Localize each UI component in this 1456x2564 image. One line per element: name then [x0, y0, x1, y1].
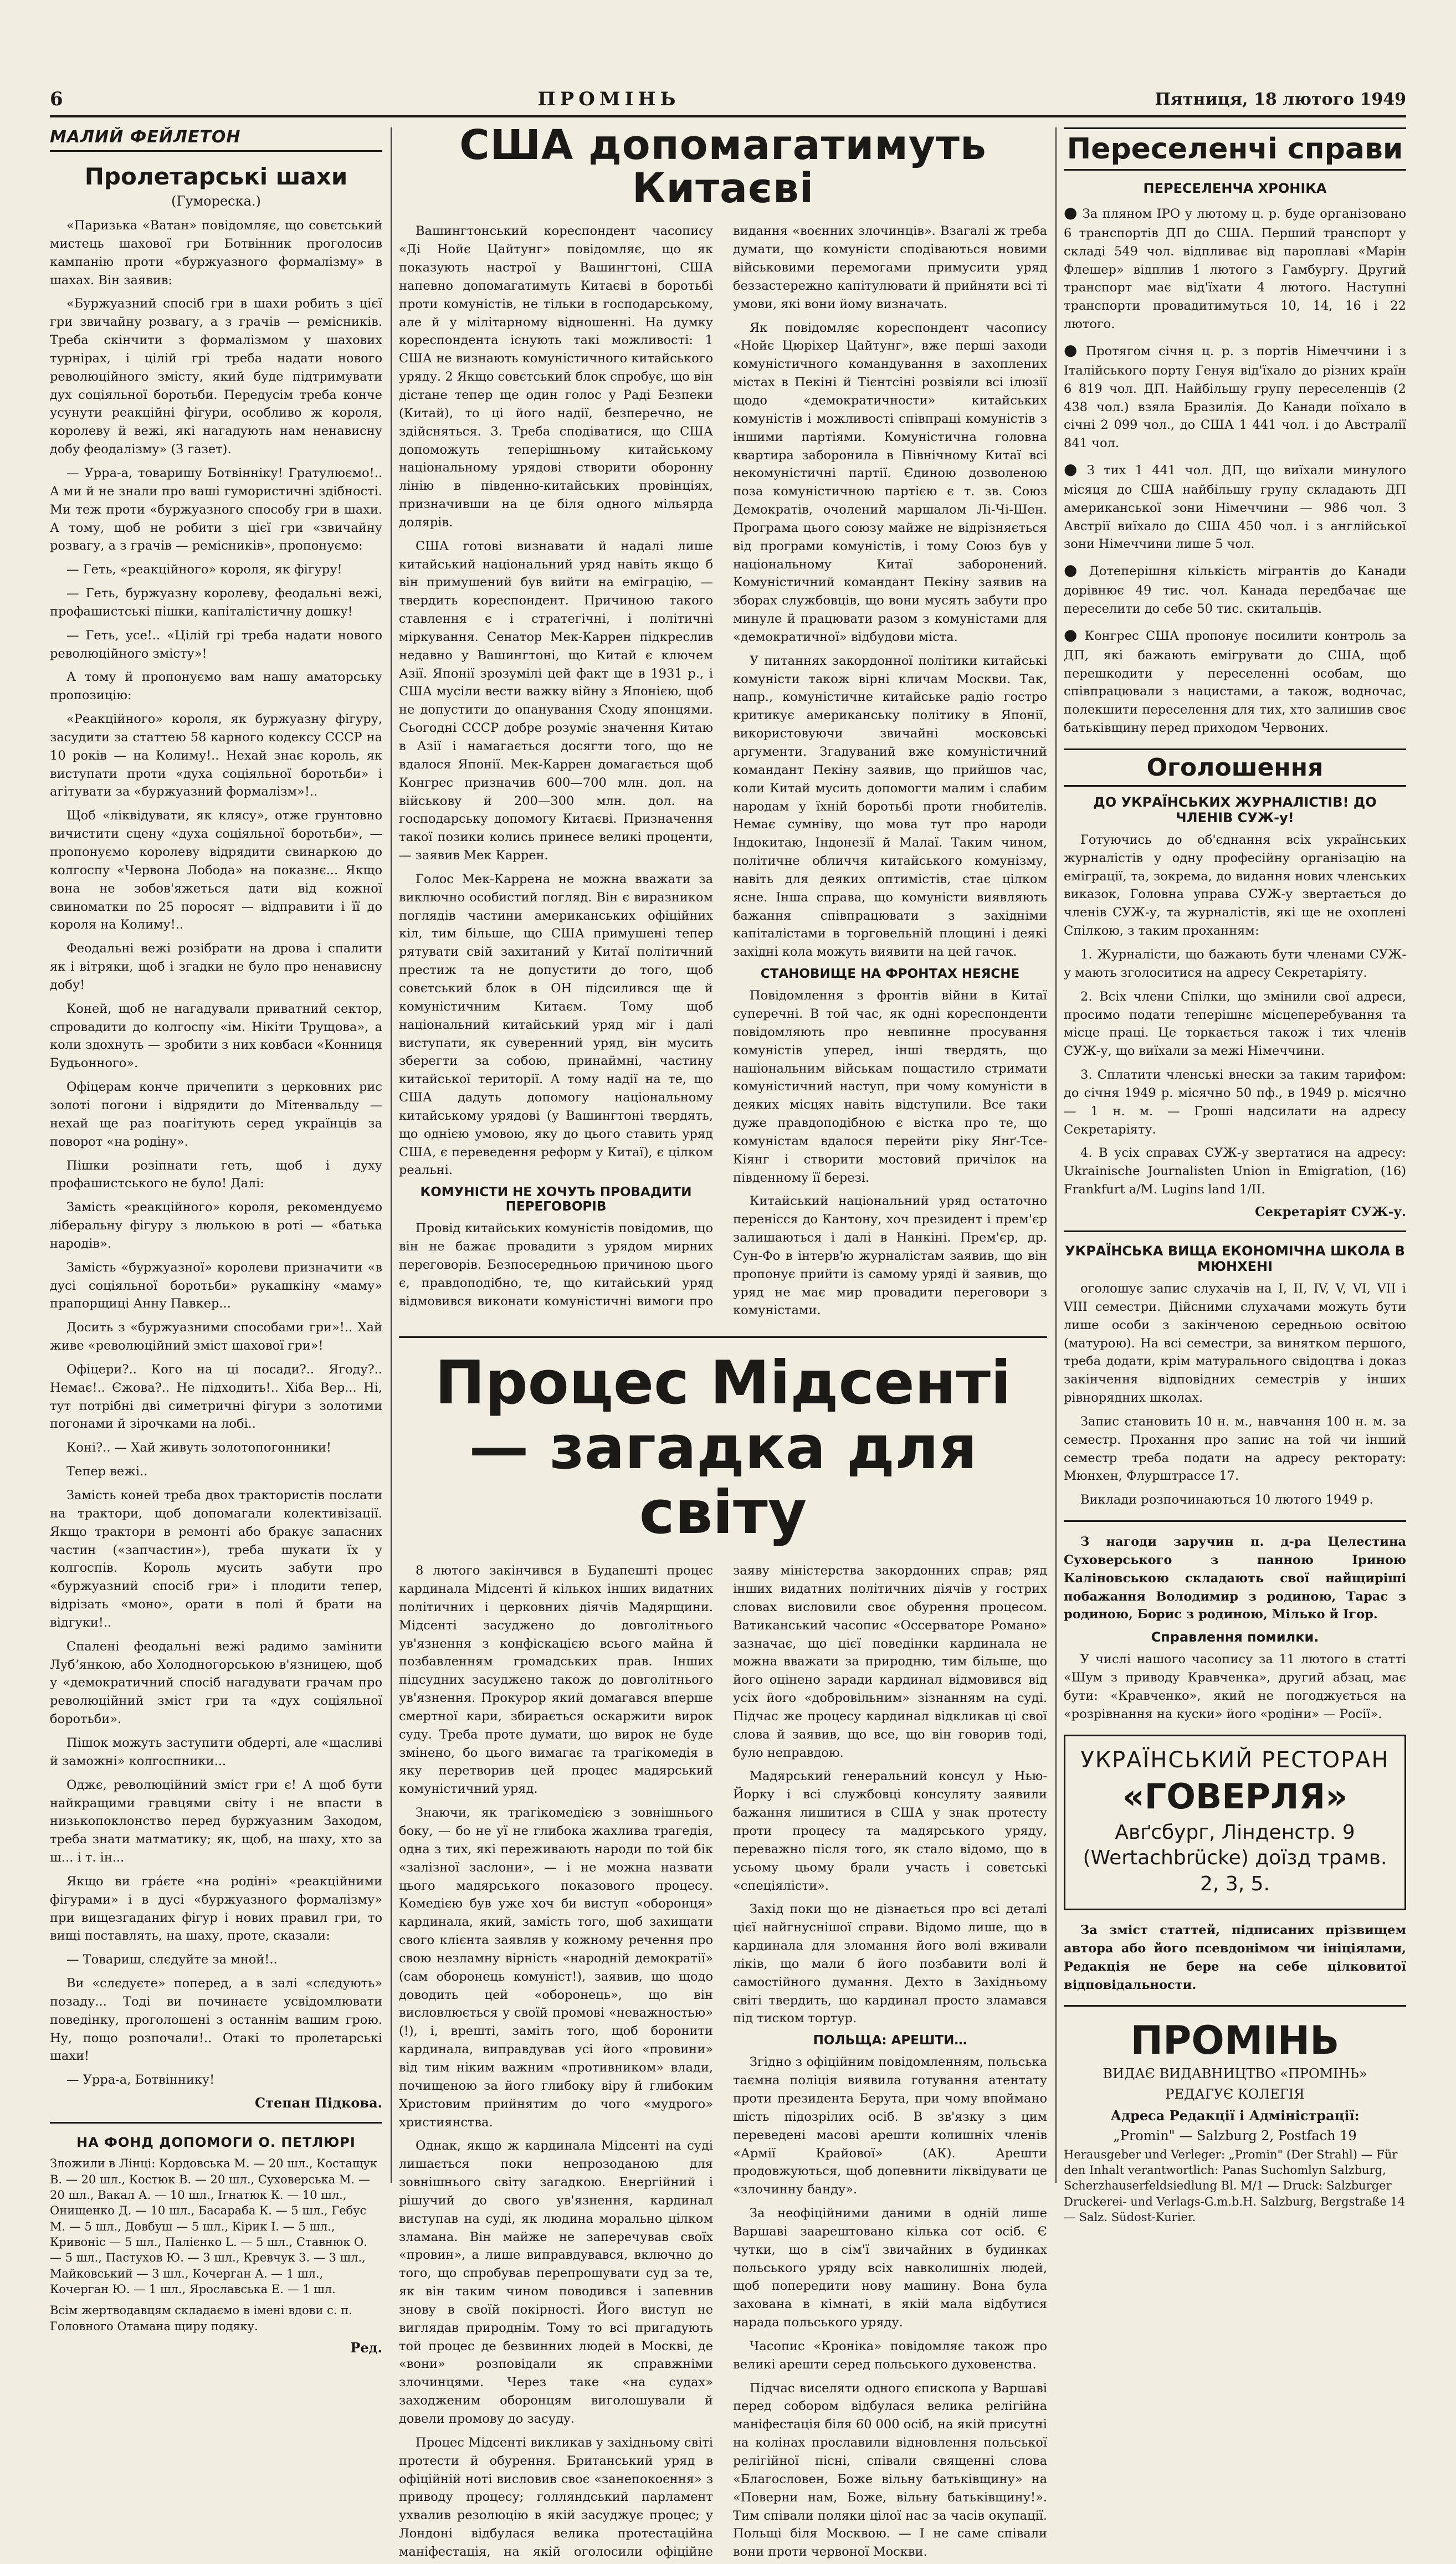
page-number: 6 [50, 88, 63, 110]
paragraph [399, 1562, 713, 1798]
paragraph-text: Голос Мек-Каррена не можна вважати за виключно особистий погляд. Він є виразником поглядів частини американських офіційних кіл, тим більше, що США примушені тепер рятувати свій захитаний у Китаї політичний престиж та не допустити до того, щоб совєтський блок в ОН підсилився ще й комуністичним Китаєм. Тому щоб національний китайський уряд міг і далі виступати, як суверенний уряд, він мусить зберегти за собою, принаймні, частину китайської території. А тому надії на те, що США дадуть допомогу національному китайському урядові (у Вашингтоні твердять, що однією умовою, яку до цього ставить уряд США, є переведення реформ у Китаї), є цілком реальні. [399, 871, 713, 1178]
paragraph [50, 807, 382, 934]
journalists-title: ДО УКРАЇНСЬКИХ ЖУРНАЛІСТІВ! ДО ЧЛЕНІВ СУЖ-у! [1093, 794, 1377, 825]
paragraph-text: Пішок можуть заступити обдерті, але «щасливі й заможні» колгоспники... [50, 1735, 382, 1768]
paragraph [50, 2071, 382, 2089]
paragraph-text: Коні?.. — Хай живуть золотопогонники! [66, 1440, 331, 1455]
chronicle-item [1064, 559, 1406, 618]
paragraph [50, 464, 382, 555]
publisher-line: Адреса Редакції і Адміністрації: [1110, 2107, 1360, 2124]
paragraph-text: — Геть, усе!.. «Цілій грі треба надати нового революційного змісту»! [50, 628, 382, 661]
correction-text: У числі нашого часопису за 11 лютого в статті «Шум з приводу Кравченка», другий абзац, має бути: «Кравченко», який не погоджується на «розрівнання на куски» його «родіни» — Росії». [1064, 1652, 1406, 1721]
paragraph-text: Тепер вежі.. [66, 1464, 148, 1479]
chronicle-item [1064, 458, 1406, 553]
paragraph-text: Однак, якщо ж кардинала Мідсенті на суді лишається поки непрозоданою для зовнішнього світу загадкою. Енергійний і рішучий до свого ув'язнення, кардинал виступав на суді, як людина морально цілком зламана. Він майже не заперечував своїх «провин», а лише виправдувався, включно до того, що спробував перепрошувати суд за те, як він таким чином поводився і запевнив знову в своїй покірності. Його виступ не виглядав природнім. Тому то всі пригадують той процес де безвинних людей в Москві, де «вони» розповідали як справжніми злочинцями. Через таке «на судах» заходженим оборонцям виголошували й довели промову до засуду. [399, 2139, 713, 2426]
paragraph-text: Повідомлення з фронтів війни в Китаї суперечні. В той час, як одні кореспонденти повідомляють про невпинне просування комуністів уперед, інші твердять, що національним військам пощастило стримати комуністичний наступ, при чому комуністи в деяких місцях навіть відступили. Все таки дуже правдоподібною є вістка про те, що комуністам вдалося перейти ріку Янґ-Тсе-Кіянг і створити мостовий причілок на південному її березі. [733, 988, 1047, 1185]
paragraph-text: Конгрес США пропонує посилити контроль за ДП, які бажають емігрувати до США, щоб перешкодити у переселенні особам, що співпрацювали з нацистами, а також, водночас, полекшити переселення для тих, хто залишив своє батьківщину перед приходом Червоних. [1064, 628, 1407, 736]
paragraph-text: Офіцерам конче причепити з церковних рис золоті погони і відрядити до Мітенвальду — нехай ще раз поагітують серед українців за поворот «на родіну». [50, 1080, 382, 1149]
publisher-imprint: Herausgeber und Verleger: „Promin" (Der Strahl) — Für den Inhalt verantwortlich: Panas Suchomlyn Salzburg, Scherzhauserfeldsiedlung Bl. M/1 — Druck: Salzburger Druckerei- und Verlags-G.m.b.H. Salzburg, Bergstraße 14 — Salz. Südost-Kurier. [1064, 2147, 1406, 2224]
publisher-line: РЕДАГУЄ КОЛЕГІЯ [1165, 2086, 1305, 2103]
paragraph [50, 1259, 382, 1314]
feuilleton-column [50, 127, 382, 2356]
paragraph [50, 1000, 382, 1073]
paragraph-text: 2. Всіх члени Спілки, що змінили свої адреси, просимо подати теперішнє місцеперебування та місце праці. Це торкається також і тих членів СУЖ-у, що виїхали за межі Німеччини. [1064, 989, 1406, 1059]
paragraph-text: Пішки розіпнати геть, щоб і духу профашистського не було! Далі: [50, 1158, 382, 1191]
divider [1064, 1520, 1406, 1522]
paragraph [50, 627, 382, 663]
migration-headline: Переселенчі справи [1064, 127, 1406, 171]
journalists-body [1064, 831, 1406, 1199]
divider [1064, 1230, 1406, 1232]
paragraph [1064, 1491, 1406, 1509]
paragraph [733, 319, 1047, 647]
bullet-icon: ● [1064, 340, 1081, 359]
paragraph [50, 1198, 382, 1253]
paragraph [50, 1734, 382, 1771]
paragraph-text: Мадярський генеральний консул у Нью-Йорку і всі службовці консуляту заявили бажання лишитися в США у знак протесту проти процесу та мадярського уряду, переважно після того, як стало відомо, що в усьому цьому брали участь і совєтські «спеціялісти». [733, 1769, 1047, 1893]
fund-title: НА ФОНД ДОПОМОГИ О. ПЕТЛЮРІ [76, 2135, 356, 2151]
paragraph-text: Дотеперішня кількість мігрантів до Канади дорівнює 49 тис. чол. Канада передбачає ще переселити до себе 50 тис. скитальців. [1064, 564, 1406, 616]
bullet-icon: ● [1064, 203, 1078, 222]
restaurant-name: «ГОВЕРЛЯ» [1122, 1776, 1348, 1817]
paragraph-text: США готові визнавати й надалі лише китайський національний уряд навіть якщо б він примушений був вийти на еміграцію, — твердить кореспондент. Причиною такого ставлення є і стратегічні, і політичні міркування. Сенатор Мек-Каррен підкреслив недавно у Вашингтоні, що Китай є ключем Азії. Японії зрозумілі цей факт ще в 1931 р., і США мусіли вести важку війну з Японією, щоб не допустити до опанування Сходу японцями. Сьогодні СССР добре розуміє значення Китаю в Азії і намагається досягти того, що не вдалося Японії. Мек-Каррен домагається щоб Конгрес призначив 600—700 млн. дол. на військову й 200—300 млн. дол. на господарську допомогу Китаєві. Призначення такої позики колись принесе великі проценти, — заявив Мек Каррен. [399, 539, 713, 863]
ads-headline: Оголошення [1064, 748, 1406, 787]
paragraph-text: Вашингтонський кореспондент часопису «Ді Нойє Цайтунг» повідомляє, що як показують настрої у Вашингтоні, США напевно допомагатимуть Китаєві в боротьбі проти комуністів, не тільки в господарському, але й у мілітарному відношенні. На думку кореспондента існують такі можливості: 1 США не визнають комуністичного китайського уряду. 2 Якщо совєтський блок спробує, що він дістане тепер ще один голос у Раді Безпеки (Китай), то ці його надії, безперечно, не здійсняться. 3. Треба сподіватися, що США допоможуть теперішньому китайському національному урядові створити оборонну лінію в південно-китайських провінціях, призначивши на це біля одного мільярда долярів. [399, 224, 713, 530]
paragraph-text: Підчас виселяти одного єпископа у Варшаві перед собором відбулася велика релігійна маніфестація біля 60 000 осіб, на якій присутні на колінах прославили відновлення польської релігійної пісні, співали священні слова «Благословен, Боже вільну батьківщину» на «Поверни нам, Боже, вільну батьківщину!». Тим співали поляки цілої нас за часів окупації. Польщі біля Москвою. — І не саме співали вони проти червоної Москви. [733, 2381, 1048, 2560]
column-rule [391, 127, 392, 2183]
paragraph-text: Китайський національний уряд остаточно перенісся до Кантону, хоч президент і прем'єр залишаються і далі в Нанкіні. Прем'єр, др. Сун-Фо в інтерв'ю журналістам заявив, що він пропонує прийти із самому уряді й заявив, що уряд не має мир провадити переговори з комуністами. [733, 1194, 1047, 1318]
article-subtitle: (Гумореска.) [171, 193, 261, 209]
paragraph-text: — Урра-а, Ботвіннику! [66, 2073, 215, 2088]
author-signature: Степан Підкова. [255, 2095, 382, 2111]
paragraph-text: А тому й пропонуємо вам нашу аматорську пропозицію: [50, 670, 382, 703]
section-heading: КОМУНІСТИ НЕ ХОЧУТЬ ПРОВАДИТИ ПЕРЕГОВОРІВ [420, 1185, 692, 1214]
right-column [1064, 127, 1407, 2224]
paragraph-text: оголошує запис слухачів на I, II, IV, V, VI, VII і VIII семестри. Дійсними слухачами можуть бути лише особи з закінченою середньою освітою (матурою). На всі семестри, за винятком першого, треба додати, крім матурального свідоцтва і доказ закінчення відповідних семестрів у інших рівнорядних школах. [1064, 1281, 1406, 1406]
paragraph [50, 295, 382, 459]
paragraph [733, 652, 1047, 961]
correction-title: Справлення помилки. [1151, 1629, 1319, 1645]
paragraph [399, 537, 713, 865]
paragraph-text: Оджє, революційний зміст гри є! А щоб бути найкращими гравцями світу і не впасти в низькопоклонство перед буржуазним Заходом, треба знати матматику; як, щоб, на шаху, хто за ш... і т. ін... [50, 1777, 382, 1865]
paragraph-text: Спалені феодальні вежі радимо замінити Лубʼянкою, або Холодногорською в'язницею, щоб у «демократичний спосіб нагадувати грачам про революційний зміст гри та «дух соціяльної боротьби». [50, 1639, 382, 1727]
issue-date: Пятниця, 18 лютого 1949 [1155, 89, 1406, 109]
paragraph-text: У питаннях закордонної політики китайські комуністи також вірні кличам Москви. Так, напр., комуністичне китайське радіо гостро критикує американську політику в Японії, використовуючи звичайні московські аргументи. Згадуваний вже комуністичний командант Пекіну заявив, що прийшов час, коли Китай мусить допомогти малим і слабим народам у їхній боротьбі проти гнобителів. Немає сумніву, що мова тут про народи Індокитаю, Індонезії й Малаї. Таким чином, політичне обличчя китайського комунізму, навіть для деяких оптимістів, стає цілком ясне. Інша справа, що комуністи виявляють бажання співпрацювати з західніми капіталістами в торговельній площині і деякі західні кола можуть виявити на цей гачок. [733, 653, 1047, 960]
chronicle-item [1064, 339, 1406, 453]
paragraph [50, 584, 382, 621]
paragraph-text: 3. Сплатити членські внески за таким тарифом: до січня 1949 р. місячно 50 пф., в 1949 р. місячно — 1 н. м. — Гроші надсилати на адресу Секретаріяту. [1064, 1068, 1406, 1137]
disclaimer: За зміст статтей, підписаних прізвищем автора або його псевдонімом чи ініціялами, Редакція не бере на себе цілковитої відповідальности. [1064, 1923, 1406, 1992]
paragraph [50, 1951, 382, 1969]
china-article [399, 222, 1047, 1320]
restaurant-ad [1064, 1735, 1406, 1910]
paragraph-text: Коней, щоб не нагадували приватний сектор, спровадити до колгоспу «ім. Нікіти Трущова», а коли здохнуть — зробити з них ковбаси «Конниця Будьонного». [50, 1001, 382, 1071]
paragraph [733, 987, 1047, 1187]
paragraph [1064, 1066, 1406, 1139]
china-body [399, 222, 713, 1180]
paragraph-text: Замість «реакційного» короля, рекомендуємо ліберальну фігуру з люлькою в роті — «батька народів». [50, 1200, 382, 1251]
chronicle-item [1064, 202, 1406, 334]
paragraph-text: За пляном IPO у лютому ц. р. буде організовано 6 транспортів ДП до США. Перший транспорт у складі 549 чол. відпливає від пароплаві «Марін Флешер» відплив 1 лютого з Гамбургу. Другий транспорт має від'їхати 4 лютого. Наступні транспорти провадитимуться 10, 14, 16 і 22 лютого. [1064, 207, 1406, 332]
restaurant-address: Авґсбург, Лінденстр. 9 (Wertachbrücke) доїзд трамв. 2, 3, 5. [1083, 1821, 1387, 1896]
newspaper-name: ПРОМІНЬ [537, 88, 680, 110]
paragraph-text: Якщо ви гра́єте «на родіні» «реакційними фігурами» і в дусі «буржуазного формалізму» при вищезгаданих фігур і нових правил гри, то вищі поставлять, на шаху, проте, сказали: [50, 1874, 382, 1943]
fund-thanks: Всім жертводавцям складаємо в імені вдови с. п. Головного Отамана щиру подяку. [50, 2304, 352, 2333]
paragraph [50, 1463, 382, 1481]
paragraph [50, 710, 382, 801]
paragraph [50, 1486, 382, 1632]
paragraph [733, 1900, 1047, 2028]
paragraph-text: Захід поки що не дізнається про всі деталі цієї найгнуснішої справи. Відомо лише, що в кардинала для зломання його волі вживали ліків, що мали б його позбавити волі й самостійного думання. Дехто в Західньому світі твердить, що кардинал просто зламався під тиском тортур. [733, 1902, 1047, 2026]
publisher-line: ВИДАЄ ВИДАВНИЦТВО «ПРОМІНЬ» [1103, 2066, 1367, 2082]
paragraph [50, 1361, 382, 1433]
bullet-icon: ● [1064, 561, 1085, 580]
paragraph-text: Готуючись до об'єднання всіх українських журналістів у одну професійну організацію на еміграції, та, зокрема, до видання нових членських виказок, Головна управа СУЖ-у звертається до членів СУЖ-у, та журналістів, які ще не охоплені Спілкою, з таким проханням: [1064, 832, 1406, 939]
paragraph-text: 1. Журналісти, що бажають бути членами СУЖ-у мають зголоситися на адресу Секретаріяту. [1064, 947, 1406, 980]
paragraph [50, 1975, 382, 2065]
paragraph-text: Провід китайських комуністів повідомив, що він не бажає провадити з урядом мирних переговорів. Безпосередньою причиною цього є, правдоподібно, те, що китайський уряд відмовився виконати комуністичні вимоги про видання «воєнних злочинців». Взагалі ж треба думати, що комуністи сподіваються новими військовими перемогами примусити уряд беззастережно капітулювати й прийняти всі ті умови, які вони йому визначать. [399, 224, 1047, 1309]
paragraph [733, 2337, 1047, 2374]
journalists-signature: Секретаріят СУЖ-у. [1255, 1204, 1406, 1219]
paragraph-text: Офіцери?.. Кого на ці посади?.. Ягоду?.. Немає!.. Єжова?.. Не підходить!.. Хіба Вер... Ні, тут потрібні дві симетричні фігури з золотими погонами й зірочками на лобі.. [50, 1362, 382, 1432]
paragraph [733, 1767, 1047, 1895]
chronicle-title: ПЕРЕСЕЛЕНЧА ХРОНІКА [1143, 181, 1327, 196]
paragraph [50, 561, 382, 579]
poland-body [733, 2053, 1047, 2561]
midsenty-headline: Процес Мідсенті — загадка для світу [399, 1336, 1047, 1545]
paragraph [399, 2137, 713, 2428]
paragraph-text: З тих 1 441 чол. ДП, що виїхали минулого місяця до США найбільшу групу складають ДП американської зони Німеччини — 986 чол. З Австрії виїхало до США 450 чол. і з англійської зони Німеччини лише 5 чол. [1064, 463, 1406, 552]
paragraph [50, 940, 382, 994]
paragraph [50, 1638, 382, 1729]
article-body [50, 217, 382, 2089]
school-body [1064, 1280, 1406, 1509]
section-kicker: МАЛИЙ ФЕЙЛЕТОН [50, 127, 382, 152]
paragraph-text: «Буржуазний спосіб гри в шахи робить з цієї гри звичайну розвагу, а з грачів — ремісників. Треба скінчити з формалізмом у шахових турнірах, і цілій грі треба надати нового революційного змісту, який буде підтримувати дух соціяльної боротьби. Передусім треба конче усунути реакційні фігури, особливо ж короля, королеву й вежі, які нагадують нам ненависну добу феодалізму» (З газет). [50, 296, 382, 457]
paragraph-text: Замість «буржуазної» королеви призначити «в дусі соціяльної боротьби» рукашкіну «маму» прапорщиці Анну Павкер... [50, 1260, 382, 1311]
paragraph [399, 1804, 713, 2131]
paragraph [1064, 1280, 1406, 1407]
paragraph-text: «Паризька «Ватан» повідомляє, що совєтський мистець шахової гри Ботвінник проголосив кампанію проти «буржуазного формалізму» в шахах. Він заявив: [50, 218, 382, 288]
divider [50, 2122, 382, 2124]
paragraph [733, 2380, 1047, 2561]
paragraph [399, 222, 713, 531]
midsenty-article [399, 1562, 1047, 2564]
paragraph [50, 1873, 382, 1945]
bullet-icon: ● [1064, 460, 1083, 479]
main-headline: США допомагатимуть Китаєві [459, 121, 987, 212]
section-heading: СТАНОВИЩЕ НА ФРОНТАХ НЕЯСНЕ [760, 967, 1020, 982]
paragraph [50, 217, 382, 289]
paragraph-text: Виклади розпочинаються 10 лютого 1949 р. [1080, 1493, 1373, 1507]
paragraph [733, 2204, 1047, 2332]
paragraph-text: — Геть, «реакційного» короля, як фігуру! [66, 562, 342, 577]
restaurant-label: УКРАЇНСЬКИЙ РЕСТОРАН [1080, 1747, 1390, 1773]
paragraph-text: — Урра-а, товаришу Ботвінніку! Гратулюємо!.. А ми й не знали про ваші гумористичні здібності. Ми теж проти «буржуазного способу гри в шахи. А тому, щоб не робити з цієї гри «звичайну розвагу, а з грачів — ремісників», пропонуємо: [50, 465, 382, 553]
paragraph-text: Ви «слєдуєте» поперед, а в залі «слєдують» позаду... Тоді ви починаєте усвідомлювати поведінку, проголошені з останнім вашим грою. Ну, пощо розпочали!.. Отакі то пролетарські шахи! [50, 1976, 382, 2064]
paragraph [733, 2053, 1047, 2199]
paragraph [50, 1078, 382, 1151]
paragraph-text: — Товариш, слєдуйте за мной!.. [66, 1952, 278, 1967]
paragraph [1064, 988, 1406, 1060]
paragraph-text: — Геть, буржуазну королеву, феодальні вежі, профашистські пішки, капіталістичну дошку! [50, 586, 382, 619]
main-news-column [399, 121, 1048, 2560]
paragraph [50, 1157, 382, 1193]
paragraph [50, 668, 382, 705]
paragraph [733, 1192, 1047, 1320]
paragraph-text: Часопис «Кроніка» повідомляє також про великі арешти серед польського духовенства. [733, 2339, 1047, 2372]
fund-donors: Зложили в Лінці: Кордовська М. — 20 шл., Костащук В. — 20 шл., Костюк В. — 20 шл., Суховерська М. — 20 шл., Вакал А. — 10 шл., Ігнатюк К. — 10 шл., Онищенко Д. — 10 шл., Басараба К. — 5 шл., Гебус М. — 5 шл., Довбуш — 5 шл., Кірик I. — 5 шл., Кривоніс — 5 шл., Палієнко L. — 5 шл., Ставнюк О. — 5 шл., Пастухов Ю. — 3 шл., Кревчук 3. — 3 шл., Майковський — 3 шл., Кочерган А. — 1 шл., Кочерган Ю. — 1 шл., Ярославська Е. — 1 шл. [50, 2157, 377, 2296]
paragraph-text: Згідно з офіційним повідомленням, польська таємна поліція виявила готування атентату проти президента Берута, при чому впоймано шість підозрілих осіб. В зв'язку з цим переведені масові арешти колишніх членів «Армії Крайової» (АК). Арешти продовжуються, щоб допевнити ліквідувати це «злочинну банду». [733, 2055, 1047, 2197]
publisher-line: „Promin" — Salzburg 2, Postfach 19 [1113, 2127, 1357, 2143]
paragraph-text: Феодальні вежі розібрати на дрова і спалити як і вітряки, щоб і згадки не було про ненависну добу! [50, 941, 382, 992]
paragraph [50, 1319, 382, 1355]
paragraph [1064, 1413, 1406, 1485]
paragraph-text: Процес Мідсенті викликав у західньому світі протести й обурення. Британський уряд в офіційній ноті висловив своє «занепокоєння» з приводу процесу; голляндський парламент ухвалив резолюцію в якій засуджує процес; у Лондоні відбулася велика протестаційна маніфестація, на якій оголосили офіційне заяву міністерства закордонних справ; ряд інших видатних політичних діячів у гострих словах висловили своє обурення процесом. Ватиканський часопис «Оссерваторе Романо» зазначає, що цієї поведінки кардинала не можна вважати за природню, тим більше, що його оцінено заради кардинал відмовився від усіх його «добровільним» зізнанням на суді. Підчас же процесу кардинал відкликав ці свої слова й заявив, що все, що він говорив тоді, було неправдою. [399, 1563, 1047, 2559]
article-title: Пролетарські шахи [84, 163, 348, 190]
paragraph [1064, 831, 1406, 940]
paragraph-text: 4. В усіх справах СУЖ-у звертатися на адресу: Ukrainische Journalisten Union in Emigration, (16) Frankfurt a/M. Lugins land 1/II. [1064, 1146, 1406, 1197]
paragraph-text: Досить з «буржуазними способами гри»!.. Хай живе «революційний зміст шахової гри»! [50, 1320, 382, 1353]
column-rule [1055, 127, 1057, 2183]
wedding-notice: З нагоди заручин п. д-ра Целестина Суховерського з панною Іриною Каліновською складають свої найщиріші побажання Володимир з родиною, Тарас з родиною, Борис з родиною, Мілько й Ігор. [1064, 1535, 1406, 1622]
masthead [50, 83, 1406, 117]
paragraph-text: Протягом січня ц. р. з портів Німеччини і з Італійського порту Генуя від'їхало до різних країн 6 819 чол. ДП. Найбільшу групу переселенців (2 438 чол.) взяла Бразилія. До Канади поїхало в січні 2 099 чол., до США 1 441 чол. і до Австралії 841 чол. [1064, 343, 1406, 451]
publisher-name: ПРОМІНЬ [1130, 2018, 1340, 2064]
section-heading: ПОЛЬЩА: АРЕШТИ… [813, 2033, 967, 2048]
paragraph-text: Запис становить 10 н. м., навчання 100 н. м. за семестр. Прохання про запис на той чи інший семестр треба подати на адресу ректорату: Мюнхен, Флурштрассе 17. [1064, 1414, 1406, 1484]
chronicle-item [1064, 624, 1406, 737]
paragraph [1064, 946, 1406, 982]
fronts-body [733, 987, 1047, 1320]
paragraph [399, 870, 713, 1180]
school-title: УКРАЇНСЬКА ВИЩА ЕКОНОМІЧНА ШКОЛА В МЮНХЕНІ [1065, 1243, 1405, 1274]
paragraph-text: Як повідомляє кореспондент часопису «Нойє Цюріхер Цайтунг», вже перші заходи комуністичного командування в захоплених містах в Пекіні й Тієнтсіні розвіяли всі ілюзії щодо «демократичности» китайських комуністів і можливості співпраці комуністів з іншими партіями. Комуністична головна квартира заборонила в Північному Китаї всі некомуністичні партії. Єдиною дозволеною поза комуністичною партією є т. зв. Союз Демократів, очолений маршалом Лі-Чі-Шен. Програма цього союзу майже не відрізняється від програми комуністів, і тому Союз був у національному Китаї заборонений. Комуністичний командант Пекіну заявив на зборах службовців, що вони мусять забути про минуле й працювати разом з комуністами для «демократичної» відбудови міста. [733, 320, 1047, 644]
paragraph [1064, 1144, 1406, 1199]
chronicle-list [1064, 202, 1406, 737]
paragraph [50, 1439, 382, 1457]
paragraph-text: Щоб «ліквідувати, як клясу», отже грунтовно вичистити сцену «духа соціяльної боротьби», — пропонуємо королеву відрядити свинаркою до колгоспу «Червона Лобода» на показнє... Якщо вона не зобов'яжеться дати від кожної свиноматки по 25 поросят — відправити і її до короля на Колиму!.. [50, 808, 382, 932]
paragraph-text: 8 лютого закінчився в Будапешті процес кардинала Мідсенті й кількох інших видатних політичних і церковних діячів Мадярщини. Мідсенті засуджено до довголітнього ув'язнення з конфіскацією всього майна й позбавленням громадських прав. Інших підсудних засуджено також до довголітнього ув'язнення. Прокурор який домагався вперше смертної кари, збирається оскаржити вирок суду. Треба проте думати, що вирок не буде змінено, бо цього вимагає та трагікомедія в яку перетворив цей процес мадярський комуністичний уряд. [399, 1563, 713, 1797]
fund-signature: Ред. [350, 2339, 382, 2356]
paragraph [50, 1776, 382, 1867]
paragraph-text: Замість коней треба двох трактористів послати на трактори, щоб допомагали колективізації. Якщо трактори в ремонті або бракує запасних частин («запчастин»), треба шукати їх у колгоспів. Король мусить забути про «буржуазний спосіб гри» і плодити тепер, відрізать «моно», орати в полі й брати на відгуки!.. [50, 1488, 382, 1630]
paragraph-text: «Реакційного» короля, як буржуазну фігуру, засудити за статтею 58 карного кодексу СССР на 10 років — на Колиму!.. Нехай знає король, як виступати проти «духа соціяльної боротьби» і агітувати за «буржуазний формалізм»!.. [50, 712, 382, 799]
paragraph-text: Знаючи, як трагікомедією з зовнішнього боку, — бо не уї не глибока жахлива трагедія, одна з тих, які переживають народи по той бік «залізної заслони», — і не можна назвати цього мадярського показового процесу. Комедією був уже хоч би виступ «оборонця» кардинала, який, замість того, щоб захищати свого клієнта заявляв у кожному речення про свою незламну вірність «народній демократії» (сам оборонець комуніст!), заявив, що щодо доводить цей «оборонець», що він висловлюється у своїй промові «неважностью» (!), і, врешті, заміть того, щоб боронити кардинала, виправдував усі його «провини» від тим ніким важним «противником» влади, почищеною за його глибоку віру й глибоким Христовим прийнятим до чого «мудрого» християнства. [399, 1806, 713, 2130]
divider [1064, 2005, 1406, 2007]
paragraph-text: За неофіційними даними в одній лише Варшаві заарештовано кілька сот осіб. Є чутки, що в сім'ї звичайних в будинках польського уряду всіх навколишніх людей, щоб попередити нову машину. Вона була захована в кімнаті, в якій мала відбутися нарада польського уряду. [733, 2206, 1047, 2330]
bullet-icon: ● [1064, 625, 1080, 644]
